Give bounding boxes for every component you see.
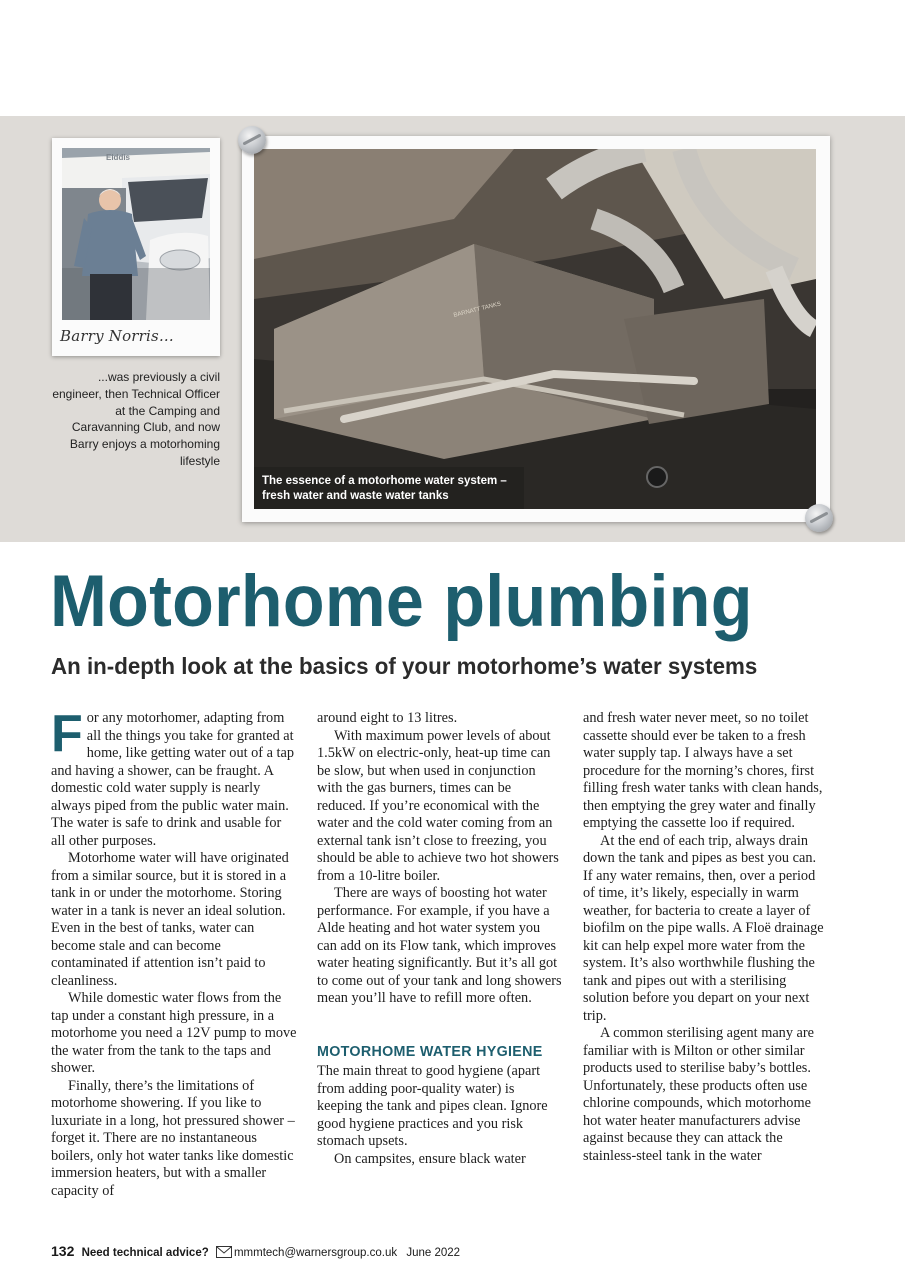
email-icon: [216, 1246, 232, 1261]
author-photo-card: [52, 138, 220, 356]
pin-icon-top-left: [238, 126, 266, 154]
body-column-1: [51, 705, 297, 1200]
main-photo-frame: [242, 136, 830, 522]
paragraph: around eight to 13 litres.: [317, 710, 458, 726]
article-headline: Motorhome plumbing: [50, 561, 753, 642]
photo-caption: [262, 474, 507, 503]
body-column-3: [583, 710, 829, 1165]
body-column-2: [317, 710, 563, 1168]
paragraph: There are ways of boosting hot water performance. For example, if you have a Alde heating and hot water system you can add on its Flow tank, which improves water heating significantly. But it’s all got to come out of your tank and long showers mean you’ll have to refill more often.: [317, 885, 562, 1006]
caption-line-1: The essence of a motorhome water system –: [262, 475, 507, 487]
page-number: 132: [51, 1243, 75, 1259]
pin-icon-bottom-right: [805, 504, 833, 532]
paragraph: At the end of each trip, always drain down the tank and pipes as best you can. If any water remains, then, over a period of time, it’s likely, especially in warm weather, for bacteria to create a layer of biofilm on the pipe walls. A Floë drainage kit can help expel more water from the system. It’s also worthwhile flushing the tank and pipes out with a sterilising solution before you depart on your next trip.: [583, 832, 824, 1024]
article-standfirst: An in-depth look at the basics of your motorhome’s water systems: [51, 653, 758, 679]
section-subhead: MOTORHOME WATER HYGIENE: [317, 1043, 543, 1060]
paragraph: While domestic water flows from the tap under a constant high pressure, in a motorhome you need a 12V pump to move the water from the tank to the taps and shower.: [51, 990, 297, 1076]
tank-label-text: BARNATT TANKS: [453, 301, 502, 319]
paragraph: On campsites, ensure black water: [334, 1150, 526, 1167]
issue-date: June 2022: [406, 1247, 461, 1259]
paragraph: Finally, there’s the limitations of motorhome showering. If you like to luxuriate in a long, hot pressured shower – forget it. There are no instantaneous boilers, only hot water tanks like domestic immersion heaters, but with a smaller capacity of: [51, 1077, 295, 1199]
water-tank-photo: [254, 149, 816, 509]
advice-text: Need technical advice?: [81, 1247, 209, 1259]
paragraph: The main threat to good hygiene (apart from adding poor-quality water) is keeping the tank and pipes clean. Ignore good hygiene practices and you risk stomach upsets.: [317, 1063, 548, 1149]
paragraph: With maximum power levels of about 1.5kW on electric-only, heat-up time can be slow, but when used in conjunction with the gas burners, times can be reduced. If you’re economical with the water and the cold water coming from an external tank isn’t close to freezing, you should be able to achieve two hot showers from a 10-litre boiler.: [317, 727, 559, 884]
paragraph: and fresh water never meet, so no toilet cassette should ever be taken to a fresh water supply tap. I always have a set procedure for the morning’s chores, first filling fresh water tanks with clean hands, then emptying the grey water and finally emptying the cassette loo if required.: [583, 710, 823, 831]
paragraph: [51, 705, 297, 850]
page-footer: [51, 1243, 460, 1261]
drop-cap: F: [51, 705, 83, 763]
caption-line-2: fresh water and waste water tanks: [262, 489, 449, 502]
author-bio: ...was previously a civil engineer, then Technical Officer at the Camping and Caravanning Club, and now Barry enjoys a motorhoming lifestyle: [52, 370, 220, 468]
author-photo: [62, 148, 210, 320]
paragraph: A common sterilising agent many are familiar with is Milton or other similar products used to sterilise baby’s bottles. Unfortunately, these products often use chlorine compounds, which motorhome hot water heater manufacturers advise against because they can attack the stainless-steel tank in the water: [583, 1025, 815, 1164]
paragraph-text: or any motorhomer, adapting from all the things you take for granted at home, like getting water out of a tap and having a shower, can be fraught. A domestic cold water supply is nearly always piped from the public water main. The water is safe to drink and usable for all other purposes.: [51, 710, 295, 849]
email-address[interactable]: mmmtech@warnersgroup.co.uk: [233, 1247, 398, 1259]
author-name: Barry Norris...: [60, 327, 174, 345]
van-brand-text: Elddis: [106, 153, 131, 162]
paragraph: Motorhome water will have originated from a similar source, but it is stored in a tank in or under the motorhome. Storing water in a tank is never an ideal solution. Even in the best of tanks, water can become stale and can become contaminated if attention isn’t paid to cleanliness.: [51, 850, 289, 989]
